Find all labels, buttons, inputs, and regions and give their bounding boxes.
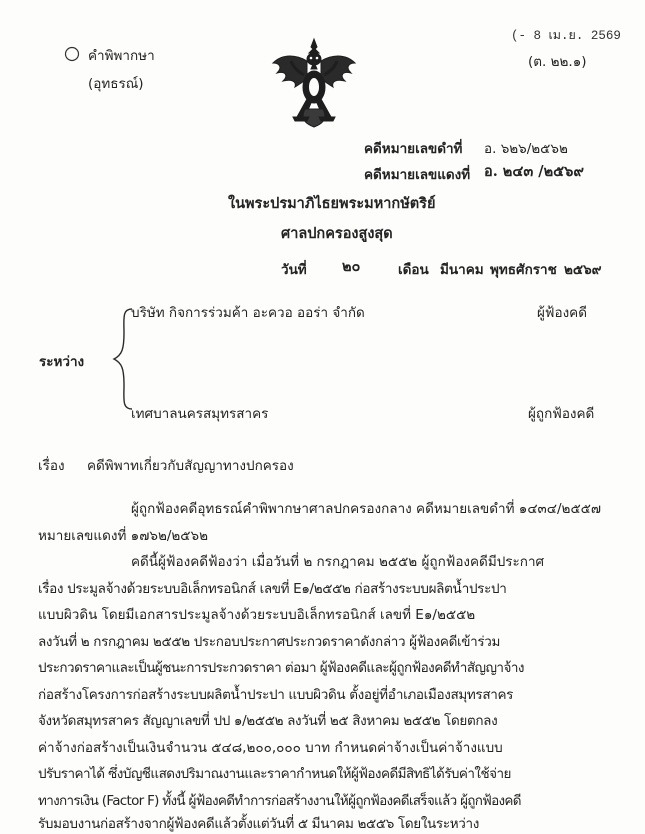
body-line-1: ผู้ถูกฟ้องคดีอุทธรณ์คำพิพากษาศาลปกครองกลาง คดีหมายเลขดำที่ ๑๔๓๔/๒๕๕๗: [131, 501, 602, 517]
body-line-10: ค่าจ้างก่อสร้างเป็นเงินจำนวน ๕๔๘,๒๐๐,๐๐๐ บาท กำหนดค่าจ้างเป็นค่าจ้างแบบ: [38, 740, 503, 756]
garuda-emblem-icon: [269, 37, 359, 129]
defendant-role: ผู้ถูกฟ้องคดี: [528, 406, 595, 422]
body-line-4: เรื่อง ประมูลจ้างด้วยระบบอิเล็กทรอนิกส์ เลขที่ E๑/๒๕๕๒ ก่อสร้างระบบผลิตน้ำประปา: [38, 581, 507, 597]
plaintiff-name: บริษัท กิจการร่วมค้า อะควอ ออร่า จำกัด: [131, 305, 365, 321]
between-label: ระหว่าง: [39, 354, 85, 370]
curly-brace-icon: [110, 305, 136, 413]
body-line-3: คดีนี้ผู้ฟ้องคดีฟ้องว่า เมื่อวันที่ ๒ กรกฎาคม ๒๕๕๒ ผู้ถูกฟ้องคดีมีประกาศ: [131, 554, 545, 570]
body-line-2: หมายเลขแดงที่ ๑๗๖๒/๒๕๖๒: [38, 528, 208, 544]
form-sub: (อุทธรณ์): [88, 76, 144, 92]
red-case-number: อ. ๒๔๓ /๒๕๖๙: [484, 163, 584, 180]
date-year: ๒๕๖๙: [564, 262, 602, 278]
date-month: มีนาคม: [440, 262, 484, 278]
plaintiff-role: ผู้ฟ้องคดี: [537, 305, 587, 321]
body-line-11: ปรับราคาได้ ซึ่งบัญชีแสดงปริมาณงานและราคากำหนดให้ผู้ฟ้องคดีมีสิทธิได้รับค่าใช้จ่าย: [38, 766, 511, 782]
body-line-6: ลงวันที่ ๒ กรกฎาคม ๒๕๕๒ ประกอบประกาศประกวดราคาดังกล่าว ผู้ฟ้องคดีเข้าร่วม: [38, 634, 501, 650]
form-code: (ต. ๒๒.๑): [528, 54, 587, 70]
black-case-label: คดีหมายเลขดำที่: [364, 141, 463, 157]
received-stamp: (- 8 เม.ย. 2569: [511, 29, 621, 43]
defendant-name: เทศบาลนครสมุทรสาคร: [131, 406, 269, 422]
date-day: ๒๐: [342, 258, 361, 275]
date-month-label: เดือน: [398, 262, 429, 278]
black-case-number: อ. ๖๒๖/๒๕๖๒: [484, 141, 568, 157]
circle-mark-icon: [64, 46, 80, 62]
body-line-7: ประกวดราคาและเป็นผู้ชนะการประกวดราคา ต่อมา ผู้ฟ้องคดีและผู้ถูกฟ้องคดีทำสัญญาจ้าง: [38, 660, 524, 676]
body-line-13: รับมอบงานก่อสร้างจากผู้ฟ้องคดีแล้วตั้งแต่วันที่ ๕ มีนาคม ๒๕๕๖ โดยในระหว่าง: [38, 816, 479, 832]
court-name: ศาลปกครองสูงสุด: [281, 226, 393, 242]
date-year-label: พุทธศักราช: [490, 262, 557, 278]
red-case-label: คดีหมายเลขแดงที่: [364, 167, 471, 183]
form-label: คำพิพากษา: [88, 48, 155, 64]
royal-heading: ในพระปรมาภิไธยพระมหากษัตริย์: [228, 196, 436, 212]
body-line-5: แบบผิวดิน โดยมีเอกสารประมูลจ้างด้วยระบบอิเล็กทรอนิกส์ เลขที่ E๑/๒๕๕๒: [38, 607, 476, 623]
body-line-9: จังหวัดสมุทรสาคร สัญญาเลขที่ ปป ๑/๒๕๕๒ ลงวันที่ ๒๕ สิงหาคม ๒๕๕๒ โดยตกลง: [38, 713, 498, 729]
subject-label: เรื่อง: [38, 458, 65, 474]
date-day-label: วันที่: [281, 262, 307, 278]
subject-text: คดีพิพาทเกี่ยวกับสัญญาทางปกครอง: [87, 458, 294, 474]
body-line-8: ก่อสร้างโครงการก่อสร้างระบบผลิตน้ำประปา แบบผิวดิน ตั้งอยู่ที่อำเภอเมืองสมุทรสาคร: [38, 687, 514, 703]
body-line-12: ทางการเงิน (Factor F) ทั้งนี้ ผู้ฟ้องคดีทำการก่อสร้างงานให้ผู้ถูกฟ้องคดีเสร็จแล้ว ผู้ถูกฟ้องคดี: [38, 793, 521, 809]
